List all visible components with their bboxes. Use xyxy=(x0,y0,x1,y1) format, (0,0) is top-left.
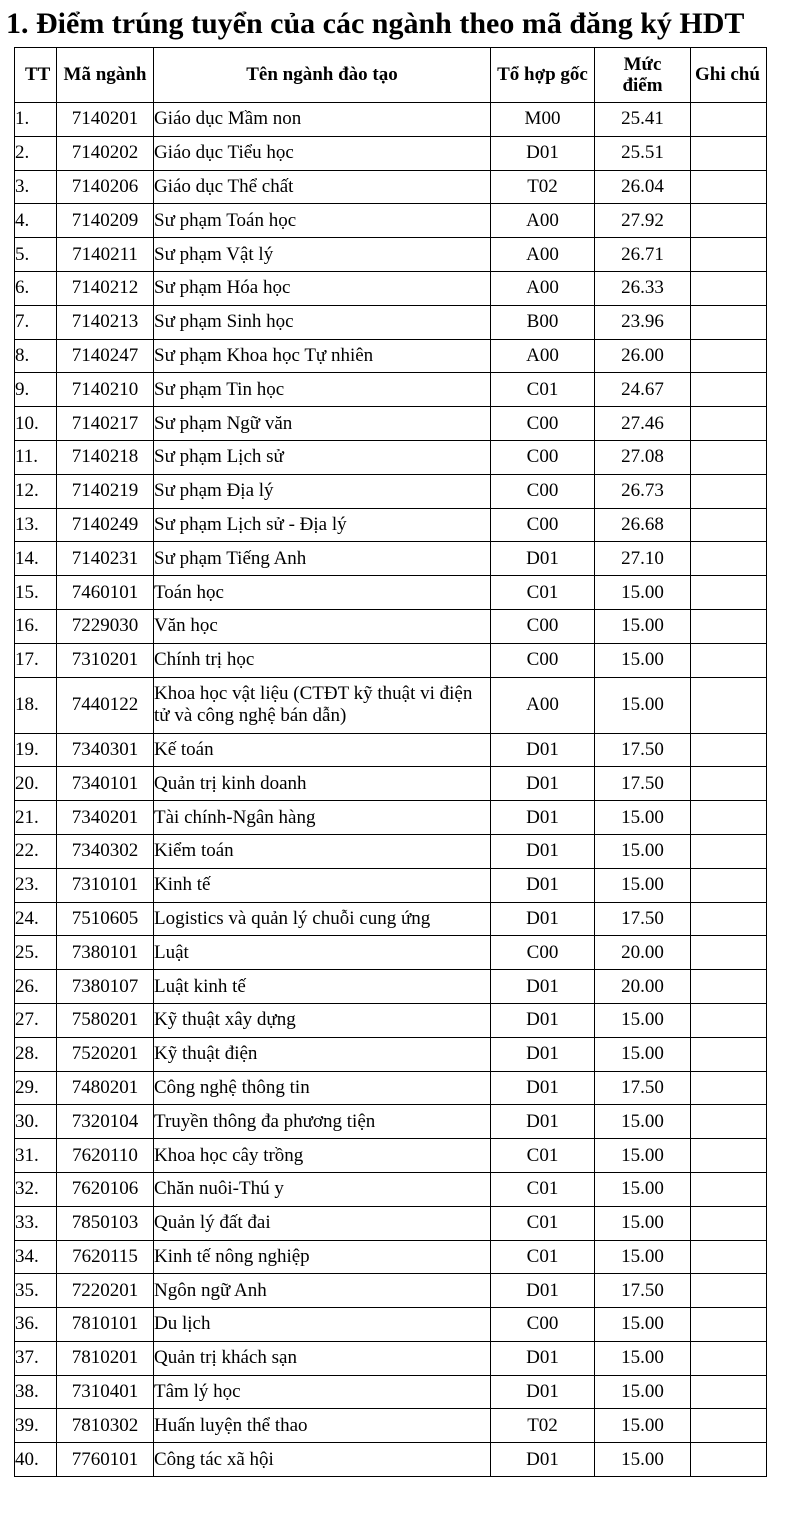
cell-code: 7140213 xyxy=(57,305,154,339)
table-row xyxy=(15,1037,767,1071)
cell-name: Truyền thông đa phương tiện xyxy=(154,1105,491,1139)
header-code: Mã ngành xyxy=(57,48,154,103)
cell-note xyxy=(691,1071,767,1105)
cell-code: 7140201 xyxy=(57,103,154,137)
cell-code: 7140210 xyxy=(57,373,154,407)
table-row xyxy=(15,1308,767,1342)
cell-code: 7340101 xyxy=(57,767,154,801)
cell-score: 27.92 xyxy=(595,204,691,238)
cell-combination: B00 xyxy=(491,305,595,339)
cell-score: 15.00 xyxy=(595,677,691,733)
cell-tt: 20. xyxy=(15,767,57,801)
cell-name: Kỹ thuật xây dựng xyxy=(154,1003,491,1037)
cell-code: 7140247 xyxy=(57,339,154,373)
cell-combination: D01 xyxy=(491,767,595,801)
cell-code: 7380101 xyxy=(57,936,154,970)
table-row xyxy=(15,1071,767,1105)
cell-note xyxy=(691,1375,767,1409)
cell-name: Ngôn ngữ Anh xyxy=(154,1274,491,1308)
cell-name: Sư phạm Khoa học Tự nhiên xyxy=(154,339,491,373)
cell-name: Giáo dục Mầm non xyxy=(154,103,491,137)
table-row xyxy=(15,1139,767,1173)
cell-code: 7140211 xyxy=(57,238,154,272)
cell-score: 26.33 xyxy=(595,271,691,305)
cell-code: 7850103 xyxy=(57,1206,154,1240)
cell-name: Sư phạm Hóa học xyxy=(154,271,491,305)
cell-combination: A00 xyxy=(491,271,595,305)
table-row xyxy=(15,339,767,373)
cell-note xyxy=(691,936,767,970)
cell-combination: D01 xyxy=(491,1037,595,1071)
cell-score: 24.67 xyxy=(595,373,691,407)
cell-tt: 31. xyxy=(15,1139,57,1173)
cell-note xyxy=(691,474,767,508)
cell-code: 7760101 xyxy=(57,1443,154,1477)
cell-code: 7340201 xyxy=(57,801,154,835)
cell-tt: 40. xyxy=(15,1443,57,1477)
cell-note xyxy=(691,868,767,902)
cell-tt: 39. xyxy=(15,1409,57,1443)
cell-note xyxy=(691,103,767,137)
cell-tt: 9. xyxy=(15,373,57,407)
cell-combination: A00 xyxy=(491,339,595,373)
cell-score: 15.00 xyxy=(595,834,691,868)
table-row xyxy=(15,1206,767,1240)
cell-note xyxy=(691,271,767,305)
page-title: 1. Điểm trúng tuyển của các ngành theo mã đăng ký HDT xyxy=(6,7,745,40)
table-row xyxy=(15,170,767,204)
cell-tt: 37. xyxy=(15,1341,57,1375)
cell-note xyxy=(691,576,767,610)
cell-score: 15.00 xyxy=(595,576,691,610)
cell-score: 17.50 xyxy=(595,1274,691,1308)
cell-name: Văn học xyxy=(154,609,491,643)
table-row xyxy=(15,1240,767,1274)
cell-score: 17.50 xyxy=(595,1071,691,1105)
cell-tt: 17. xyxy=(15,643,57,677)
cell-score: 26.68 xyxy=(595,508,691,542)
cell-code: 7480201 xyxy=(57,1071,154,1105)
cell-note xyxy=(691,339,767,373)
table-row xyxy=(15,868,767,902)
cell-combination: C00 xyxy=(491,474,595,508)
cell-combination: D01 xyxy=(491,136,595,170)
cell-name: Giáo dục Tiểu học xyxy=(154,136,491,170)
cell-combination: C00 xyxy=(491,1308,595,1342)
table-row xyxy=(15,407,767,441)
cell-code: 7140202 xyxy=(57,136,154,170)
cell-note xyxy=(691,733,767,767)
cell-combination: C00 xyxy=(491,609,595,643)
cell-note xyxy=(691,677,767,733)
cell-note xyxy=(691,1105,767,1139)
table-row xyxy=(15,767,767,801)
cell-tt: 11. xyxy=(15,440,57,474)
cell-score: 15.00 xyxy=(595,1308,691,1342)
cell-combination: D01 xyxy=(491,868,595,902)
cell-score: 15.00 xyxy=(595,1037,691,1071)
table-row xyxy=(15,1375,767,1409)
cell-tt: 38. xyxy=(15,1375,57,1409)
table-row xyxy=(15,834,767,868)
cell-score: 15.00 xyxy=(595,801,691,835)
header-combination: Tổ hợp gốc xyxy=(491,48,595,103)
cell-combination: C00 xyxy=(491,440,595,474)
cell-combination: C01 xyxy=(491,1139,595,1173)
cell-name: Toán học xyxy=(154,576,491,610)
cell-score: 15.00 xyxy=(595,1240,691,1274)
cell-score: 26.04 xyxy=(595,170,691,204)
cell-note xyxy=(691,834,767,868)
cell-combination: C01 xyxy=(491,1240,595,1274)
cell-score: 26.73 xyxy=(595,474,691,508)
cell-score: 26.71 xyxy=(595,238,691,272)
cell-name: Sư phạm Lịch sử xyxy=(154,440,491,474)
cell-note xyxy=(691,1341,767,1375)
cell-code: 7510605 xyxy=(57,902,154,936)
header-name: Tên ngành đào tạo xyxy=(154,48,491,103)
cell-note xyxy=(691,204,767,238)
table-row xyxy=(15,733,767,767)
cell-note xyxy=(691,440,767,474)
cell-code: 7140218 xyxy=(57,440,154,474)
cell-note xyxy=(691,1308,767,1342)
cell-code: 7140217 xyxy=(57,407,154,441)
cell-tt: 3. xyxy=(15,170,57,204)
cell-tt: 34. xyxy=(15,1240,57,1274)
cell-combination: D01 xyxy=(491,1071,595,1105)
cell-name: Kế toán xyxy=(154,733,491,767)
cell-tt: 36. xyxy=(15,1308,57,1342)
cell-tt: 7. xyxy=(15,305,57,339)
cell-name: Khoa học cây trồng xyxy=(154,1139,491,1173)
table-row xyxy=(15,474,767,508)
table-row xyxy=(15,103,767,137)
cell-code: 7140212 xyxy=(57,271,154,305)
table-row xyxy=(15,1003,767,1037)
cell-score: 27.46 xyxy=(595,407,691,441)
cell-score: 17.50 xyxy=(595,767,691,801)
cell-score: 15.00 xyxy=(595,1139,691,1173)
cell-tt: 14. xyxy=(15,542,57,576)
cell-tt: 29. xyxy=(15,1071,57,1105)
cell-code: 7620106 xyxy=(57,1172,154,1206)
cell-tt: 10. xyxy=(15,407,57,441)
cell-combination: C01 xyxy=(491,1206,595,1240)
cell-combination: C00 xyxy=(491,936,595,970)
cell-name: Luật xyxy=(154,936,491,970)
cell-score: 25.41 xyxy=(595,103,691,137)
cell-note xyxy=(691,609,767,643)
cell-note xyxy=(691,767,767,801)
cell-score: 15.00 xyxy=(595,1105,691,1139)
cell-code: 7140206 xyxy=(57,170,154,204)
cell-name: Huấn luyện thể thao xyxy=(154,1409,491,1443)
cell-combination: C01 xyxy=(491,576,595,610)
table-row xyxy=(15,677,767,733)
cell-tt: 5. xyxy=(15,238,57,272)
cell-note xyxy=(691,1274,767,1308)
cell-note xyxy=(691,508,767,542)
cell-score: 15.00 xyxy=(595,868,691,902)
cell-code: 7310401 xyxy=(57,1375,154,1409)
cell-combination: C00 xyxy=(491,643,595,677)
cell-name: Tài chính-Ngân hàng xyxy=(154,801,491,835)
cell-name: Quản trị khách sạn xyxy=(154,1341,491,1375)
cell-note xyxy=(691,1003,767,1037)
cell-tt: 23. xyxy=(15,868,57,902)
cell-combination: A00 xyxy=(491,238,595,272)
cell-tt: 25. xyxy=(15,936,57,970)
cell-combination: D01 xyxy=(491,542,595,576)
cell-combination: D01 xyxy=(491,1274,595,1308)
cell-combination: D01 xyxy=(491,1375,595,1409)
header-tt: TT xyxy=(15,48,57,103)
table-header-row xyxy=(15,48,767,103)
cell-score: 15.00 xyxy=(595,1375,691,1409)
table-row xyxy=(15,936,767,970)
cell-tt: 6. xyxy=(15,271,57,305)
cell-score: 26.00 xyxy=(595,339,691,373)
cell-note xyxy=(691,305,767,339)
cell-code: 7620110 xyxy=(57,1139,154,1173)
cell-tt: 1. xyxy=(15,103,57,137)
cell-name: Công tác xã hội xyxy=(154,1443,491,1477)
cell-note xyxy=(691,407,767,441)
table-row xyxy=(15,136,767,170)
cell-note xyxy=(691,1206,767,1240)
cell-score: 15.00 xyxy=(595,609,691,643)
cell-tt: 18. xyxy=(15,677,57,733)
cell-note xyxy=(691,542,767,576)
cell-note xyxy=(691,643,767,677)
cell-tt: 35. xyxy=(15,1274,57,1308)
cell-tt: 12. xyxy=(15,474,57,508)
cell-combination: C01 xyxy=(491,1172,595,1206)
table-row xyxy=(15,271,767,305)
cell-combination: D01 xyxy=(491,1105,595,1139)
cell-name: Công nghệ thông tin xyxy=(154,1071,491,1105)
cell-tt: 21. xyxy=(15,801,57,835)
cell-tt: 19. xyxy=(15,733,57,767)
cell-score: 17.50 xyxy=(595,902,691,936)
table-row xyxy=(15,373,767,407)
table-row xyxy=(15,238,767,272)
cell-combination: T02 xyxy=(491,1409,595,1443)
cell-tt: 4. xyxy=(15,204,57,238)
cell-combination: M00 xyxy=(491,103,595,137)
cell-score: 15.00 xyxy=(595,1443,691,1477)
cell-name: Chính trị học xyxy=(154,643,491,677)
cell-combination: D01 xyxy=(491,970,595,1004)
cell-score: 15.00 xyxy=(595,1172,691,1206)
table-row xyxy=(15,1105,767,1139)
cell-combination: D01 xyxy=(491,1003,595,1037)
cell-name: Quản lý đất đai xyxy=(154,1206,491,1240)
cell-name: Sư phạm Toán học xyxy=(154,204,491,238)
header-note: Ghi chú xyxy=(691,48,767,103)
cell-note xyxy=(691,238,767,272)
cell-score: 15.00 xyxy=(595,1409,691,1443)
cell-name: Quản trị kinh doanh xyxy=(154,767,491,801)
table-row xyxy=(15,542,767,576)
cell-code: 7380107 xyxy=(57,970,154,1004)
cell-score: 25.51 xyxy=(595,136,691,170)
table-row xyxy=(15,902,767,936)
cell-score: 15.00 xyxy=(595,1341,691,1375)
cell-code: 7310101 xyxy=(57,868,154,902)
cell-tt: 22. xyxy=(15,834,57,868)
cell-tt: 15. xyxy=(15,576,57,610)
table-row xyxy=(15,1274,767,1308)
table-row xyxy=(15,1443,767,1477)
cell-combination: A00 xyxy=(491,677,595,733)
cell-tt: 8. xyxy=(15,339,57,373)
table-row xyxy=(15,1409,767,1443)
cell-code: 7140231 xyxy=(57,542,154,576)
cell-code: 7229030 xyxy=(57,609,154,643)
cell-tt: 2. xyxy=(15,136,57,170)
cell-name: Sư phạm Sinh học xyxy=(154,305,491,339)
table-row xyxy=(15,305,767,339)
table-row xyxy=(15,643,767,677)
cell-name: Luật kinh tế xyxy=(154,970,491,1004)
cell-code: 7220201 xyxy=(57,1274,154,1308)
cell-code: 7140249 xyxy=(57,508,154,542)
cell-code: 7320104 xyxy=(57,1105,154,1139)
cell-score: 20.00 xyxy=(595,936,691,970)
table-row xyxy=(15,576,767,610)
admission-scores-table xyxy=(14,47,767,1477)
cell-note xyxy=(691,170,767,204)
cell-name: Sư phạm Vật lý xyxy=(154,238,491,272)
header-score xyxy=(595,48,691,103)
table-row xyxy=(15,1341,767,1375)
table-row xyxy=(15,440,767,474)
cell-tt: 28. xyxy=(15,1037,57,1071)
table-row xyxy=(15,204,767,238)
cell-name: Kinh tế nông nghiệp xyxy=(154,1240,491,1274)
cell-name: Du lịch xyxy=(154,1308,491,1342)
cell-note xyxy=(691,1443,767,1477)
cell-name: Giáo dục Thể chất xyxy=(154,170,491,204)
cell-combination: D01 xyxy=(491,801,595,835)
cell-code: 7620115 xyxy=(57,1240,154,1274)
cell-note xyxy=(691,1037,767,1071)
cell-name: Sư phạm Ngữ văn xyxy=(154,407,491,441)
cell-tt: 16. xyxy=(15,609,57,643)
cell-tt: 27. xyxy=(15,1003,57,1037)
cell-combination: D01 xyxy=(491,834,595,868)
cell-combination: C00 xyxy=(491,407,595,441)
cell-code: 7810101 xyxy=(57,1308,154,1342)
cell-combination: D01 xyxy=(491,902,595,936)
cell-name: Kiểm toán xyxy=(154,834,491,868)
cell-note xyxy=(691,801,767,835)
cell-name: Logistics và quản lý chuỗi cung ứng xyxy=(154,902,491,936)
cell-score: 17.50 xyxy=(595,733,691,767)
header-score-line2: điểm xyxy=(622,75,663,96)
cell-score: 20.00 xyxy=(595,970,691,1004)
header-score-line1: Mức xyxy=(623,54,662,75)
cell-tt: 30. xyxy=(15,1105,57,1139)
cell-name: Kinh tế xyxy=(154,868,491,902)
cell-name: Khoa học vật liệu (CTĐT kỹ thuật vi điện tử và công nghệ bán dẫn) xyxy=(154,677,491,733)
cell-tt: 32. xyxy=(15,1172,57,1206)
table-row xyxy=(15,801,767,835)
cell-name: Sư phạm Địa lý xyxy=(154,474,491,508)
cell-tt: 13. xyxy=(15,508,57,542)
cell-code: 7580201 xyxy=(57,1003,154,1037)
cell-combination: D01 xyxy=(491,1341,595,1375)
cell-name: Tâm lý học xyxy=(154,1375,491,1409)
table-row xyxy=(15,970,767,1004)
cell-combination: C00 xyxy=(491,508,595,542)
cell-name: Sư phạm Tiếng Anh xyxy=(154,542,491,576)
cell-note xyxy=(691,1240,767,1274)
cell-name: Chăn nuôi-Thú y xyxy=(154,1172,491,1206)
cell-code: 7440122 xyxy=(57,677,154,733)
cell-score: 15.00 xyxy=(595,1206,691,1240)
cell-combination: C01 xyxy=(491,373,595,407)
cell-combination: T02 xyxy=(491,170,595,204)
cell-note xyxy=(691,1409,767,1443)
cell-combination: D01 xyxy=(491,733,595,767)
cell-score: 27.10 xyxy=(595,542,691,576)
cell-code: 7810201 xyxy=(57,1341,154,1375)
cell-code: 7340302 xyxy=(57,834,154,868)
cell-code: 7460101 xyxy=(57,576,154,610)
cell-code: 7310201 xyxy=(57,643,154,677)
cell-score: 27.08 xyxy=(595,440,691,474)
table-row xyxy=(15,508,767,542)
cell-note xyxy=(691,1139,767,1173)
cell-code: 7140219 xyxy=(57,474,154,508)
cell-name: Sư phạm Lịch sử - Địa lý xyxy=(154,508,491,542)
cell-code: 7810302 xyxy=(57,1409,154,1443)
cell-note xyxy=(691,1172,767,1206)
cell-code: 7520201 xyxy=(57,1037,154,1071)
cell-tt: 26. xyxy=(15,970,57,1004)
cell-score: 15.00 xyxy=(595,643,691,677)
cell-name: Kỹ thuật điện xyxy=(154,1037,491,1071)
cell-score: 15.00 xyxy=(595,1003,691,1037)
cell-tt: 24. xyxy=(15,902,57,936)
cell-score: 23.96 xyxy=(595,305,691,339)
cell-combination: D01 xyxy=(491,1443,595,1477)
cell-note xyxy=(691,902,767,936)
cell-code: 7340301 xyxy=(57,733,154,767)
cell-note xyxy=(691,136,767,170)
cell-note xyxy=(691,373,767,407)
cell-code: 7140209 xyxy=(57,204,154,238)
cell-note xyxy=(691,970,767,1004)
table-row xyxy=(15,609,767,643)
table-row xyxy=(15,1172,767,1206)
cell-tt: 33. xyxy=(15,1206,57,1240)
cell-name: Sư phạm Tin học xyxy=(154,373,491,407)
cell-combination: A00 xyxy=(491,204,595,238)
